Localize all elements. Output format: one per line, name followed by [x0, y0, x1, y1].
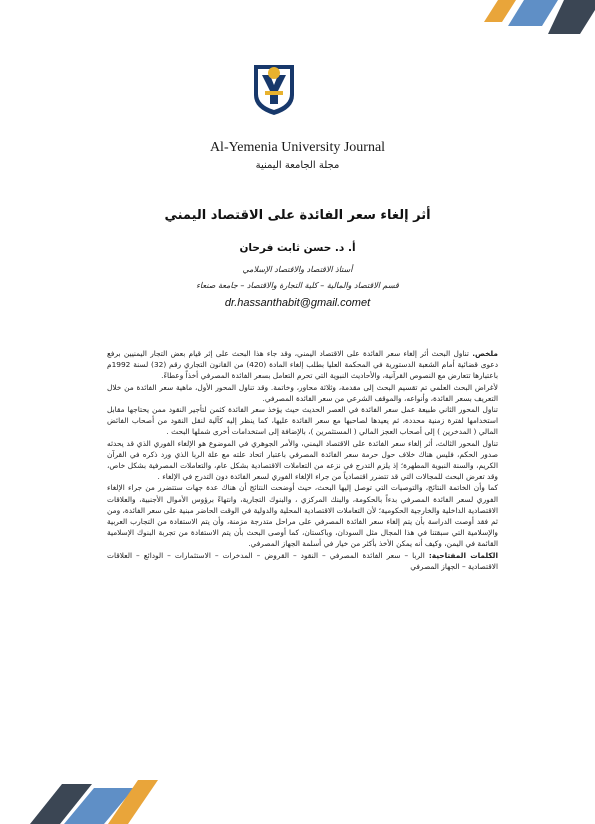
stripe-slate-top	[548, 0, 595, 34]
abstract-paragraph-5: كما وأن الخاتمة النتائج، والتوصيات التي توصل إليها البحث، حيث أوضحت النتائج أن هناك عدة جهات ستتضرر من جراء الإلغاء الفوري لسعر الفائدة المصرفي بدءاً بالحكومة، والبنك المركزي ، والبنوك التجارية، وانتهاءً برؤوس الأموال الأجنبية، والعلاقات الاقتصادية الداخلية والخارجية الحكومية؛ لأن التعاملات الاقتصادية المحلية والدولية في الوقت الحاضر مبنية على سعر الفائدة، ومن ثم فقد أوصت الدراسة بأن يتم إلغاء سعر الفائدة المصرفي على مراحل متدرجة مزمنة، وأن يتم الاستفادة من التجارب العربية والإسلامية التي سبقتنا في هذا المجال مثل السودان، وباكستان، كما أوصى البحث بأن يتم الاستفادة من تجربة البنوك الإسلامية القائمة في اليمن، وكيف أنه يمكن الأخذ بأكثر من خيار في أسلمة الجهاز المصرفي.	[107, 483, 498, 549]
stripe-blue-top	[508, 0, 558, 26]
abstract-label: ملخص.	[472, 349, 498, 358]
logo-book	[265, 91, 283, 95]
abstract-paragraph-4: تناول المحور الثالث، أثر إلغاء سعر الفائدة على الاقتصاد اليمني، والأمر الجوهري في الموضوع هو الإلغاء الفوري الذي قد يحدثه صدور الحكم، فليس هناك خلاف حول حرمة سعر الفائدة المصرفي باعتبار اتحاد علته مع علة الربا الذي ورد ذكره في القرآن الكريم، والسنة النبوية المطهرة؛ إذ يلزم التدرج في نزعه من التعاملات الاقتصادية بشكل عام، والتعاملات المصرفية بشكل خاص، وقد تعرض البحث للمجالات التي قد تتضرر اقتصادياً من جراء الإلغاء الفوري لسعر الفائدة دون التدرج في الإلغاء .	[107, 438, 498, 482]
author-email[interactable]: dr.hassanthabit@gmail.comet	[224, 297, 371, 309]
author-affiliation-department: قسم الاقتصاد والمالية – كلية التجارة والاقتصاد – جامعة صنعاء	[196, 281, 399, 290]
abstract-paragraph-2: لأغراض البحث العلمي تم تقسيم البحث إلى مقدمة، وثلاثة محاور، وخاتمة. وقد تناول المحور الأول، ماهية سعر الفائدة من خلال التعريف بسعر الفائدة، وأنواعه، والموقف الشرعي من سعر الفائدة المصرفي.	[107, 382, 498, 403]
university-logo	[249, 61, 299, 117]
journal-name-en: Al-Yemenia University Journal	[209, 140, 386, 155]
author-name: أ. د. حسن ثابت فرحان	[239, 242, 356, 254]
logo-sun	[268, 67, 280, 79]
bottom-left-stripes	[0, 770, 170, 824]
keywords-text: الربا – سعر الفائدة المصرفي – النقود – القروض – المدخرات – الاستثمارات – الودائع – العلاقات الاقتصادية – الجهاز المصرفي	[107, 550, 498, 571]
abstract-paragraph-1	[107, 348, 498, 382]
journal-name-ar: مجلة الجامعة اليمنية	[255, 160, 340, 171]
stripe-orange-top	[484, 0, 516, 22]
author-affiliation-title: أستاذ الاقتصاد والاقتصاد الإسلامي	[242, 265, 353, 274]
keywords-label: الكلمات المفتاحية:	[428, 550, 498, 560]
keywords	[107, 550, 498, 572]
article-title: أثر إلغاء سعر الفائدة على الاقتصاد اليمني	[164, 208, 431, 223]
top-right-stripes	[480, 0, 595, 40]
abstract	[107, 348, 498, 572]
abstract-paragraph-3: تناول المحور الثاني طبيعة عمل سعر الفائدة في العصر الحديث حيث يؤخذ سعر الفائدة كثمن لتأجير النقود ممن يحتاجها مقابل استخدامها لفترة زمنية محددة، ثم يعيدها لصاحبها مع سعر الفائدة عليها، كما ينظر إليه كآلية لنقل النقود من أصحاب الفائض المالي ( المدخرين ) إلى أصحاب العجز المالي ( المستثمرين )، بالإضافة إلى استخدامات أخرى شملها البحث .	[107, 405, 498, 437]
abstract-paragraph-1-text: تناول البحث أثر إلغاء سعر الفائدة على الاقتصاد اليمني، وقد جاء هذا البحث على إثر قيام بعض التجار اليمنيين برفع دعوى قضائية أمام الشعبة الدستورية في المحكمة العليا بطلب إلغاء المادة (420) من القانون التجاري رقم (32) لسنة 1992م باعتبارها تتعارض مع النصوص القرآنية، والأحاديث النبوية التي تحرم التعامل بسعر الفائدة المصرفي أخذاً وعطاءً.	[107, 349, 498, 381]
